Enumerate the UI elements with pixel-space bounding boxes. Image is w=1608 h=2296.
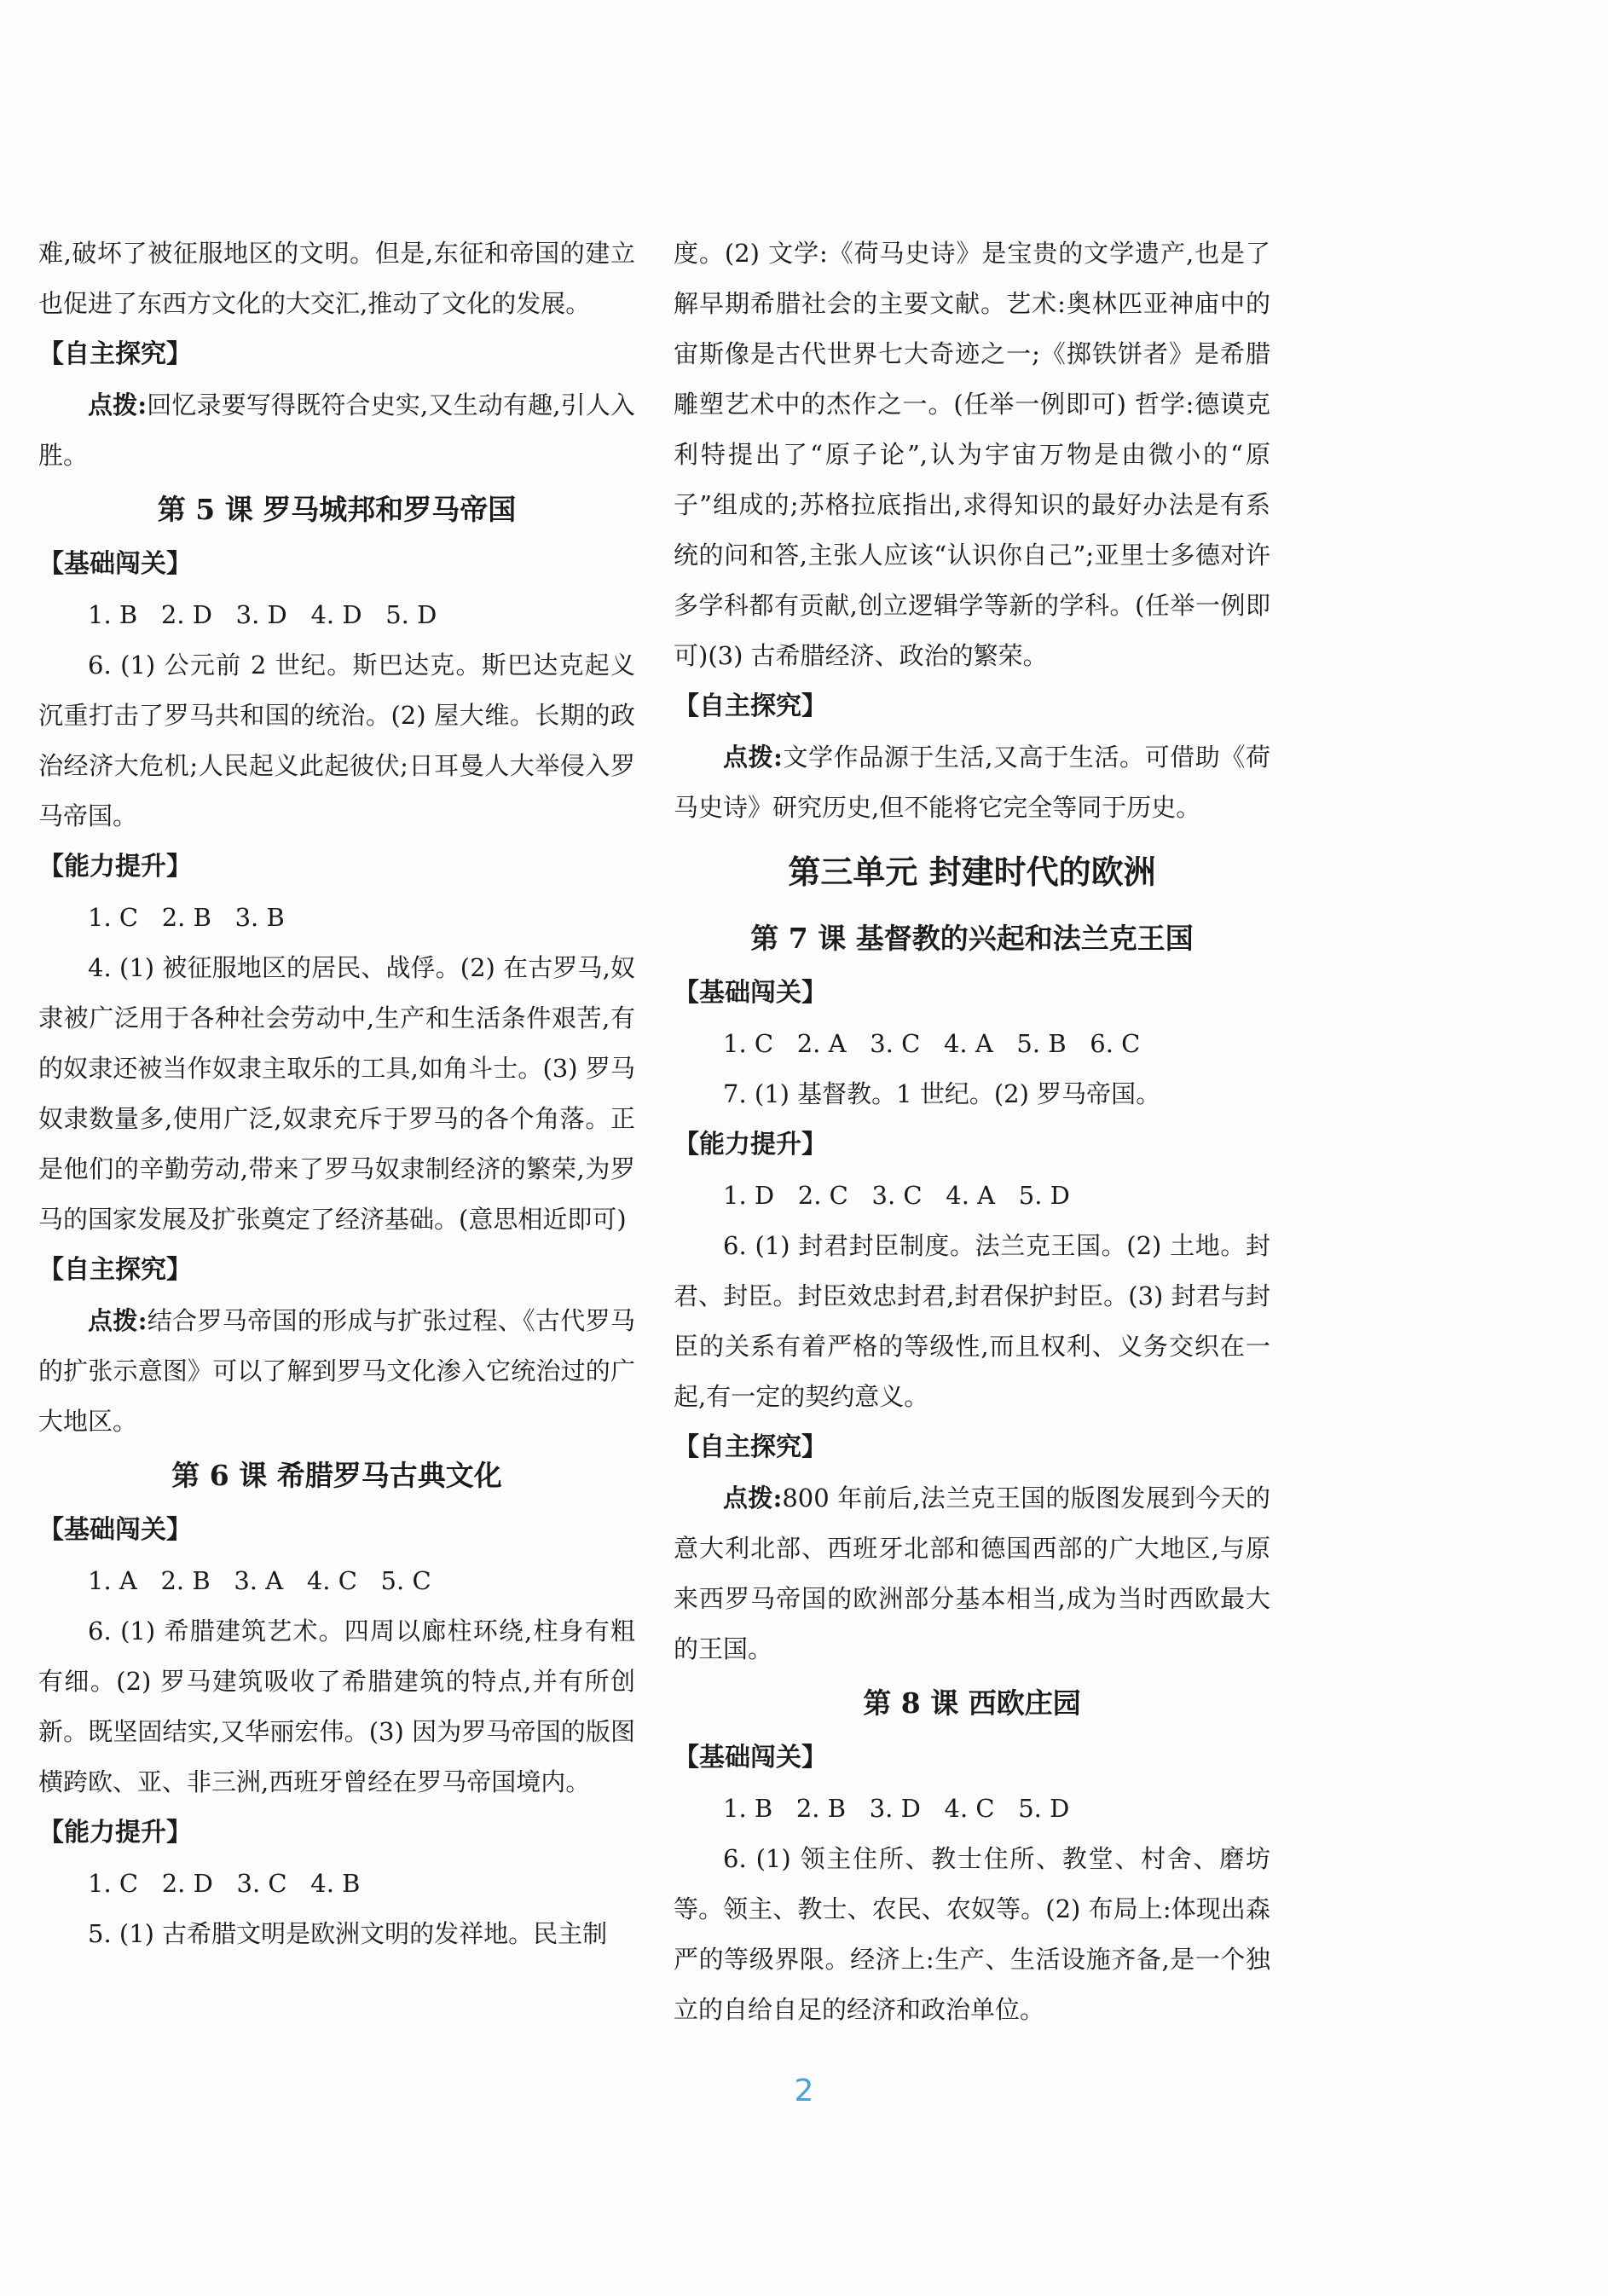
- lesson-title-5: 第 5 课 罗马城邦和罗马帝国: [157, 493, 517, 526]
- hint-paragraph: [38, 380, 635, 481]
- answer-line: 1. B 2. B 3. D 4. C 5. D: [723, 1794, 1070, 1823]
- section-heading-zizhu: 【自主探究】: [38, 339, 192, 369]
- unit-title-3: 第三单元 封建时代的欧洲: [788, 853, 1156, 891]
- paragraph: 7. (1) 基督教。1 世纪。(2) 罗马帝国。: [723, 1079, 1161, 1108]
- lesson-title-6: 第 6 课 希腊罗马古典文化: [171, 1459, 502, 1492]
- left-column: [38, 228, 635, 1959]
- paragraph: 6. (1) 领主住所、教士住所、教堂、村舍、磨坊等。领主、教士、农民、农奴等。(2) 布局上:体现出森严的等级界限。经济上:生产、生活设施齐备,是一个独立的自给自足的经济和政治单位。: [674, 1844, 1270, 2024]
- answer-line: 1. B 2. D 3. D 4. D 5. D: [88, 600, 437, 629]
- section-heading-jichu: 【基础闯关】: [38, 1515, 192, 1545]
- section-heading-zizhu: 【自主探究】: [674, 691, 827, 721]
- section-heading-jichu: 【基础闯关】: [674, 978, 827, 1008]
- paragraph: 6. (1) 希腊建筑艺术。四周以廊柱环绕,柱身有粗有细。(2) 罗马建筑吸收了希腊建筑的特点,并有所创新。既坚固结实,又华丽宏伟。(3) 因为罗马帝国的版图横跨欧、亚、非三洲,西班牙曾经在罗马帝国境内。: [38, 1616, 635, 1796]
- hint-label: 点拨:: [88, 390, 147, 419]
- section-heading-zizhu: 【自主探究】: [674, 1432, 827, 1462]
- hint-text: 结合罗马帝国的形成与扩张过程、《古代罗马的扩张示意图》可以了解到罗马文化渗入它统治过的广大地区。: [38, 1306, 635, 1436]
- paragraph: 4. (1) 被征服地区的居民、战俘。(2) 在古罗马,奴隶被广泛用于各种社会劳动中,生产和生活条件艰苦,有的奴隶还被当作奴隶主取乐的工具,如角斗士。(3) 罗马奴隶数量多,使用广泛,奴隶充斥于罗马的各个角落。正是他们的辛勤劳动,带来了罗马奴隶制经济的繁荣,为罗马的国家发展及扩张奠定了经济基础。(意思相近即可): [38, 953, 635, 1234]
- hint-paragraph: [674, 1473, 1270, 1674]
- hint-label: 点拨:: [88, 1306, 147, 1335]
- paragraph: 6. (1) 公元前 2 世纪。斯巴达克。斯巴达克起义沉重打击了罗马共和国的统治。(2) 屋大维。长期的政治经济大危机;人民起义此起彼伏;日耳曼人大举侵入罗马帝国。: [38, 651, 635, 830]
- hint-paragraph: [38, 1296, 635, 1447]
- answer-line: 1. A 2. B 3. A 4. C 5. C: [88, 1566, 431, 1595]
- paragraph: 难,破坏了被征服地区的文明。但是,东征和帝国的建立也促进了东西方文化的大交汇,推动了文化的发展。: [38, 239, 635, 318]
- answer-line: 1. C 2. B 3. B: [88, 903, 285, 932]
- hint-label: 点拨:: [723, 1483, 783, 1512]
- answer-line: 1. D 2. C 3. C 4. A 5. D: [723, 1181, 1070, 1210]
- section-heading-jichu: 【基础闯关】: [674, 1743, 827, 1773]
- hint-label: 点拨:: [723, 743, 783, 772]
- section-heading-nengli: 【能力提升】: [674, 1130, 827, 1160]
- lesson-title-8: 第 8 课 西欧庄园: [863, 1686, 1081, 1720]
- section-heading-jichu: 【基础闯关】: [38, 549, 192, 579]
- right-column: [674, 228, 1270, 2035]
- section-heading-zizhu: 【自主探究】: [38, 1255, 192, 1285]
- paragraph: 度。(2) 文学:《荷马史诗》是宝贵的文学遗产,也是了解早期希腊社会的主要文献。艺术:奥林匹亚神庙中的宙斯像是古代世界七大奇迹之一;《掷铁饼者》是希腊雕塑艺术中的杰作之一。(任举一例即可) 哲学:德谟克利特提出了“原子论”,认为宇宙万物是由微小的“原子”组成的;苏格拉底指出,求得知识的最好办法是有系统的问和答,主张人应该“认识你自己”;亚里士多德对许多学科都有贡献,创立逻辑学等新的学科。(任举一例即可)(3) 古希腊经济、政治的繁荣。: [674, 239, 1270, 670]
- section-heading-nengli: 【能力提升】: [38, 852, 192, 882]
- section-heading-nengli: 【能力提升】: [38, 1818, 192, 1848]
- answer-line: 1. C 2. D 3. C 4. B: [88, 1869, 361, 1898]
- answer-line: 1. C 2. A 3. C 4. A 5. B 6. C: [723, 1029, 1141, 1058]
- page-number: 2: [794, 2073, 814, 2108]
- hint-text: 文学作品源于生活,又高于生活。可借助《荷马史诗》研究历史,但不能将它完全等同于历史。: [674, 743, 1270, 822]
- hint-text: 800 年前后,法兰克王国的版图发展到今天的意大利北部、西班牙北部和德国西部的广大地区,与原来西罗马帝国的欧洲部分基本相当,成为当时西欧最大的王国。: [674, 1483, 1270, 1663]
- lesson-title-7: 第 7 课 基督教的兴起和法兰克王国: [750, 922, 1194, 955]
- hint-paragraph: [674, 732, 1270, 833]
- paragraph: 6. (1) 封君封臣制度。法兰克王国。(2) 土地。封君、封臣。封臣效忠封君,封君保护封臣。(3) 封君与封臣的关系有着严格的等级性,而且权利、义务交织在一起,有一定的契约意义。: [674, 1231, 1270, 1411]
- hint-text: 回忆录要写得既符合史实,又生动有趣,引人入胜。: [38, 390, 635, 470]
- paragraph: 5. (1) 古希腊文明是欧洲文明的发祥地。民主制: [88, 1919, 608, 1948]
